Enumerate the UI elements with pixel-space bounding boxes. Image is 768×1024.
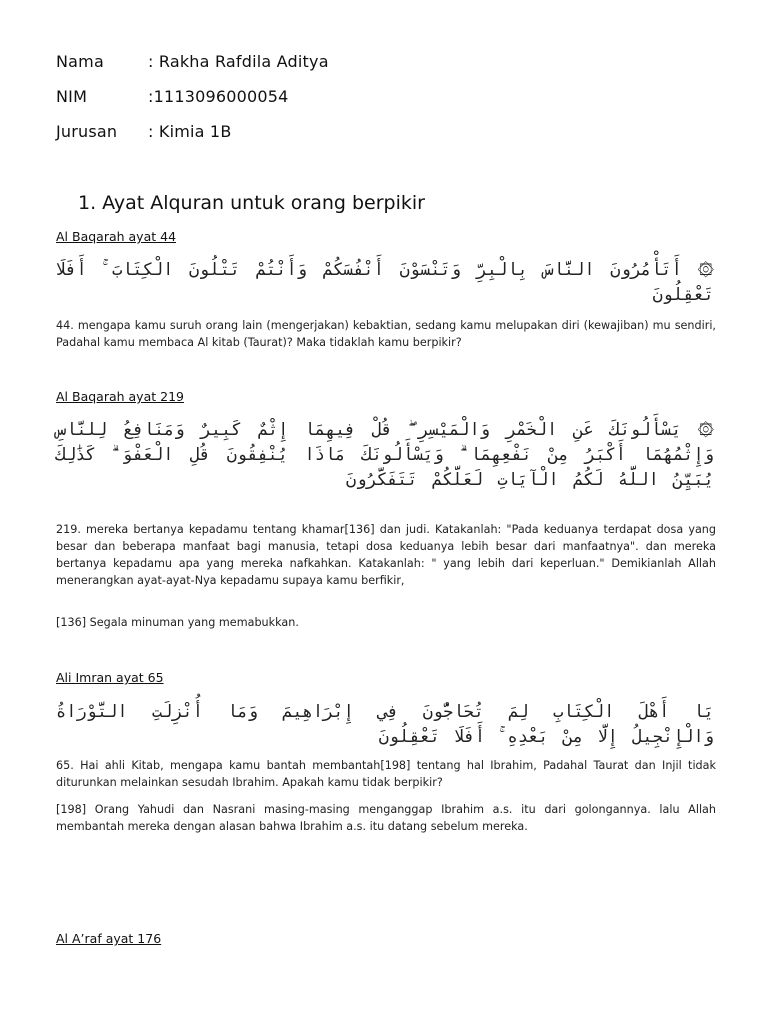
section-title-text: Ayat Alquran untuk orang berpikir [102,192,425,214]
nama-label: Nama [56,52,104,71]
arabic-text-baqarah-219: ۞ يَسْأَلُونَكَ عَنِ الْخَمْرِ وَالْمَيْسِرِ ۖ قُلْ فِيهِمَا إِثْمٌ كَبِيرٌ وَمَنَافِعُ لِلنَّاسِ وَإِثْمُهُمَا أَكْبَرُ مِنْ نَفْعِهِمَا ۗ وَيَسْأَلُونَكَ مَاذَا يُنْفِقُونَ قُلِ الْعَفْوَ ۗ كَذَٰلِكَ يُبَيِّنُ اللَّهُ لَكُمُ الْآيَاتِ لَعَلَّكُمْ تَتَفَكَّرُونَ [56,420,714,490]
verse-ref-ali-imran-65: Ali Imran ayat 65 [56,670,164,685]
nim-label: NIM [56,87,88,106]
verse-ref-baqarah-44: Al Baqarah ayat 44 [56,229,177,244]
nama-value: : Rakha Rafdila Aditya [148,52,329,71]
footnote-198: [198] Orang Yahudi dan Nasrani masing-masing menganggap Ibrahim a.s. itu dari golongannya. lalu Allah membantah mereka dengan alasan bahwa Ibrahim a.s. itu datang sebelum mereka. [56,803,716,833]
arabic-text-baqarah-44: ۞ أَتَأْمُرُونَ النَّاسَ بِالْبِرِّ وَتَنْسَوْنَ أَنْفُسَكُمْ وَأَنْتُمْ تَتْلُونَ الْكِتَابَ ۚ أَفَلَا تَعْقِلُونَ [56,260,714,305]
verse-ref-baqarah-219: Al Baqarah ayat 219 [56,389,184,404]
translation-baqarah-219: 219. mereka bertanya kepadamu tentang khamar[136] dan judi. Katakanlah: "Pada keduanya terdapat dosa yang besar dan beberapa manfaat bagi manusia, tetapi dosa keduanya lebih besar dari manfaatnya". dan mereka bertanya kepadamu apa yang mereka nafkahkan. Katakanlah: " yang lebih dari keperluan." Demikianlah Allah menerangkan ayat-ayat-Nya kepadamu supaya kamu berfikir, [56,523,716,587]
section-title [78,192,425,214]
arabic-text-ali-imran-65: يَا أَهْلَ الْكِتَابِ لِمَ تُحَاجُّونَ فِي إِبْرَاهِيمَ وَمَا أُنْزِلَتِ التَّوْرَاةُ وَالْإِنْجِيلُ إِلَّا مِنْ بَعْدِهِ ۚ أَفَلَا تَعْقِلُونَ [56,702,714,747]
section-number: 1. [78,192,97,214]
jurusan-value: : Kimia 1B [148,122,232,141]
translation-ali-imran-65: 65. Hai ahli Kitab, mengapa kamu bantah membantah[198] tentang hal Ibrahim, Padahal Taurat dan Injil tidak diturunkan melainkan sesudah Ibrahim. Apakah kamu tidak berpikir? [56,759,716,789]
verse-ref-araf-176: Al A’raf ayat 176 [56,931,162,946]
nim-value: :1113096000054 [148,87,289,106]
translation-baqarah-44: 44. mengapa kamu suruh orang lain (mengerjakan) kebaktian, sedang kamu melupakan diri (kewajiban) mu sendiri, Padahal kamu membaca Al kitab (Taurat)? Maka tidaklah kamu berpikir? [56,319,716,349]
jurusan-label: Jurusan [56,122,118,141]
footnote-136: [136] Segala minuman yang memabukkan. [56,616,299,629]
